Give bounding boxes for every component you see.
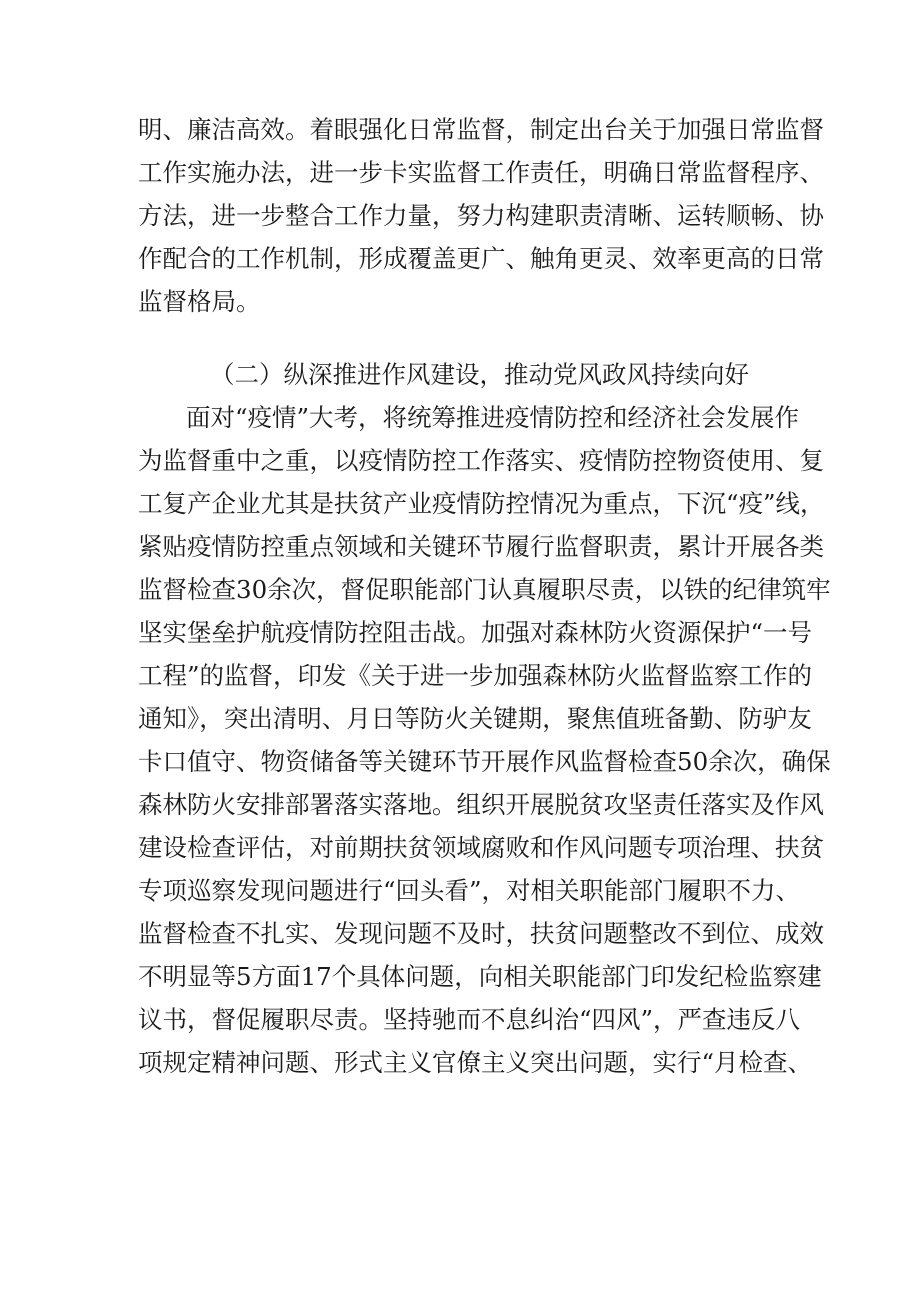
paragraph-line: 作配合的工作机制，形成覆盖更广、触角更灵、效率更高的日常: [138, 244, 824, 273]
paragraph-line: 方法，进一步整合工作力量，努力构建职责清晰、运转顺畅、协: [138, 201, 824, 230]
paragraph-line: 坚实堡垒护航疫情防控阻击战。加强对森林防火资源保护“一号: [138, 618, 813, 647]
paragraph-line: 卡口值守、物资储备等关键环节开展作风监督检查50余次，确保: [138, 747, 831, 776]
paragraph-line: 紧贴疫情防控重点领域和关键环节履行监督职责，累计开展各类: [138, 532, 824, 561]
paragraph-line: 监督检查不扎实、发现问题不及时，扶贫问题整改不到位、成效: [138, 919, 824, 948]
paragraph-line: 议书，督促履职尽责。坚持驰而不息纠治“四风”，严查违反八: [138, 1005, 801, 1034]
paragraph-line: 项规定精神问题、形式主义官僚主义突出问题，实行“月检查、: [138, 1048, 813, 1077]
paragraph-line: 森林防火安排部署落实落地。组织开展脱贫攻坚责任落实及作风: [138, 790, 824, 819]
paragraph-line: 工程”的监督，印发《关于进一步加强森林防火监督监察工作的: [138, 661, 813, 690]
paragraph-line: 为监督重中之重，以疫情防控工作落实、疫情防控物资使用、复: [138, 446, 824, 475]
section-heading: （二）纵深推进作风建设，推动党风政风持续向好: [210, 360, 749, 389]
paragraph-line: 专项巡察发现问题进行“回头看”，对相关职能部门履职不力、: [138, 876, 801, 905]
paragraph-line: 面对“疫情”大考，将统筹推进疫情防控和经济社会发展作: [186, 403, 800, 432]
paragraph-line: 通知》，突出清明、月日等防火关键期，聚焦值班备勤、防驴友: [138, 704, 812, 733]
paragraph-line: 建设检查评估，对前期扶贫领域腐败和作风问题专项治理、扶贫: [138, 833, 824, 862]
paragraph-line: 不明显等5方面17个具体问题，向相关职能部门印发纪检监察建: [138, 962, 822, 991]
paragraph-line: 工复产企业尤其是扶贫产业疫情防控情况为重点，下沉“疫”线，: [138, 489, 825, 518]
paragraph-line: 监督格局。: [138, 287, 261, 316]
paragraph-line: 明、廉洁高效。着眼强化日常监督，制定出台关于加强日常监督: [138, 115, 824, 144]
paragraph-line: 监督检查30余次，督促职能部门认真履职尽责，以铁的纪律筑牢: [138, 575, 831, 604]
paragraph-line: 工作实施办法，进一步卡实监督工作责任，明确日常监督程序、: [138, 158, 824, 187]
